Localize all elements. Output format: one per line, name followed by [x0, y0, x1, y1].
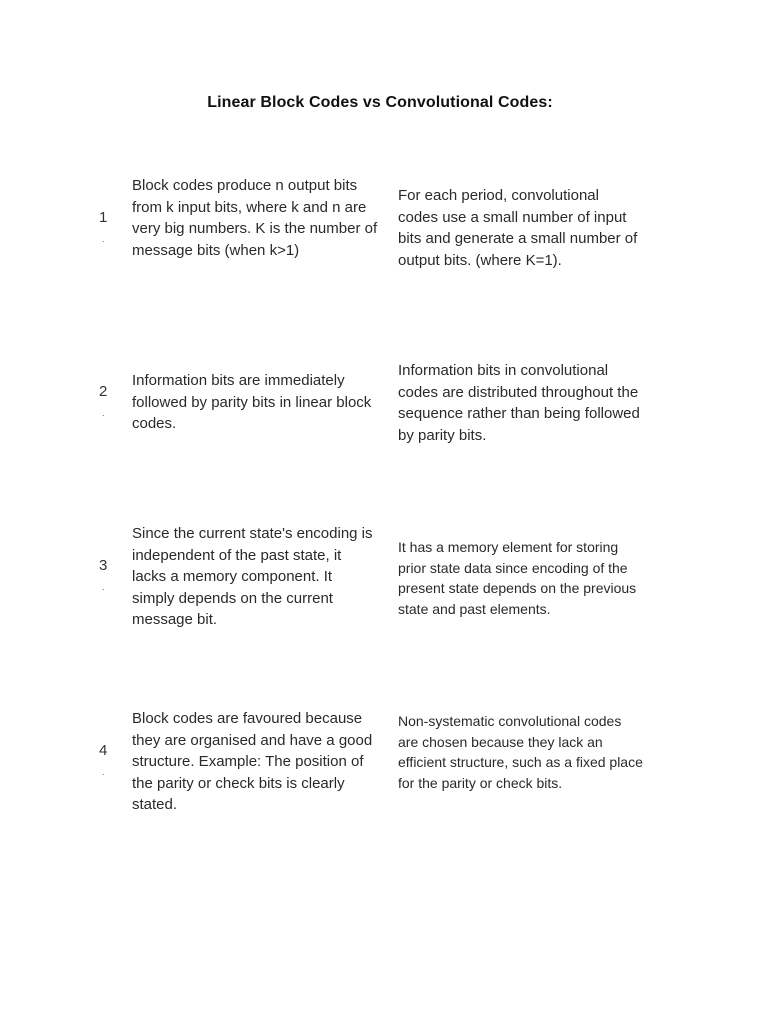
convolutional-codes-cell: For each period, convolutional codes use a small number of input bits and generate a small number of output bits. (where K=1). — [398, 187, 638, 269]
convolutional-codes-cell: Information bits in convolutional codes are distributed throughout the sequence rather than being followed by parity bits. — [398, 362, 640, 444]
row-number: 3 — [99, 557, 108, 574]
row-number: 1 — [99, 209, 108, 226]
block-codes-cell: Information bits are immediately followed by parity bits in linear block codes. — [132, 372, 372, 432]
convolutional-codes-cell: It has a memory element for storing prior state data since encoding of the present state depends on the previous state and past elements. — [398, 539, 637, 617]
row-number-dot: . — [102, 408, 105, 418]
row-number-dot: . — [102, 767, 105, 777]
block-codes-cell: Since the current state's encoding is independent of the past state, it lacks a memory component. It simply depends on the current message bit. — [132, 525, 373, 628]
row-number-dot: . — [102, 582, 105, 592]
row-number: 2 — [99, 383, 108, 400]
block-codes-cell: Block codes produce n output bits from k input bits, where k and n are very big numbers. K is the number of message bits (when k>1) — [132, 177, 378, 259]
block-codes-cell: Block codes are favoured because they are organised and have a good structure. Example: The position of the parity or check bits is clearly stated. — [132, 710, 373, 813]
row-number-dot: . — [102, 234, 105, 244]
row-number: 4 — [99, 742, 108, 759]
convolutional-codes-cell: Non-systematic convolutional codes are chosen because they lack an efficient structure, such as a fixed place for the parity or check bits. — [398, 713, 643, 791]
page-title: Linear Block Codes vs Convolutional Codes: — [207, 94, 553, 111]
